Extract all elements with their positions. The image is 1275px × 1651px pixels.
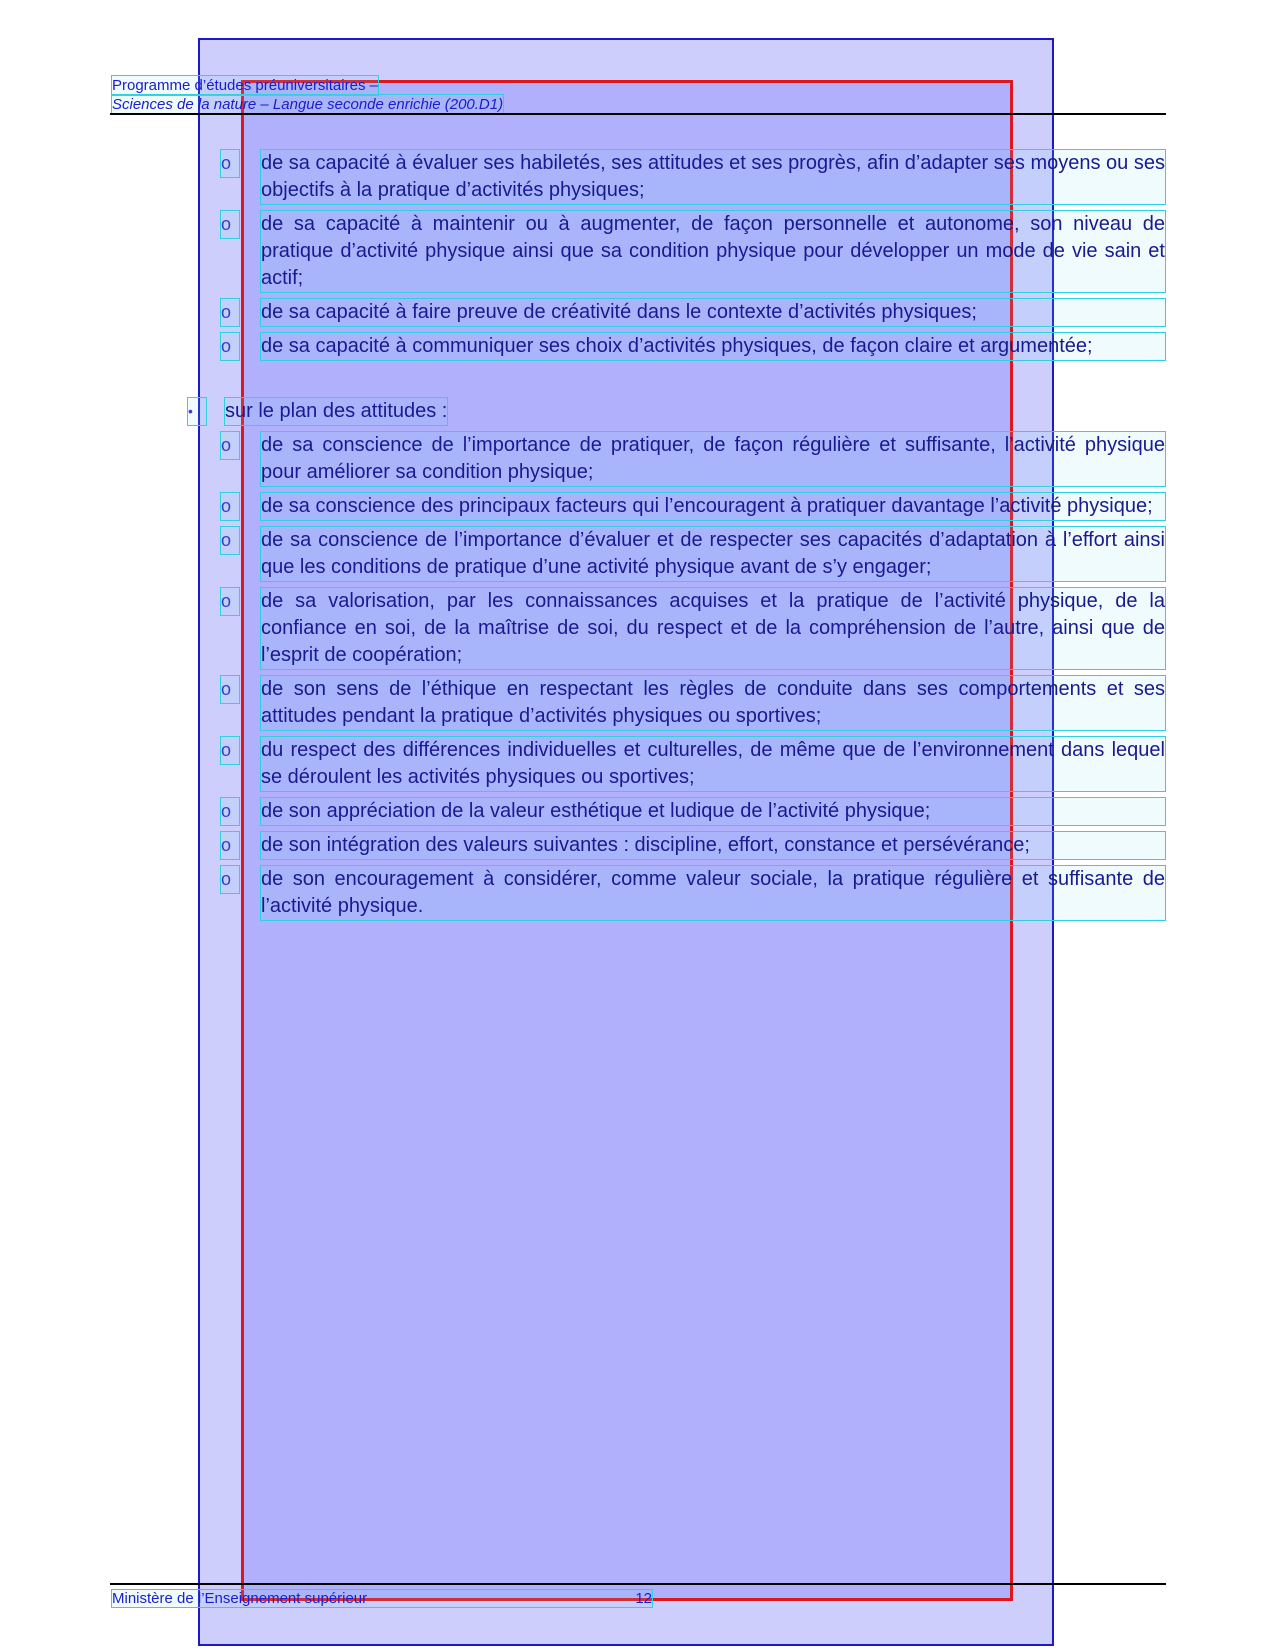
list-item-text: de sa conscience des principaux facteurs qui l’encouragent à pratiquer davantage l’activité physique; [261,493,1165,520]
footer-ministry: Ministère de l’Enseignement supérieur [112,1590,368,1607]
list-item [215,676,1165,730]
list-item-text: de sa capacité à évaluer ses habiletés, ses attitudes et ses progrès, afin d’adapter ses moyens ou ses objectifs à la pratique d’activités physiques; [261,150,1165,204]
page-number: 12 [635,1590,652,1607]
list-item [215,299,1165,326]
list-item-text: de son intégration des valeurs suivantes : discipline, effort, constance et persévérance; [261,832,1165,859]
capacities-list [215,150,1165,360]
list-item-text: de sa conscience de l’importance de pratiquer, de façon régulière et suffisante, l’activité physique pour améliorer sa condition physique; [261,432,1165,486]
list-item [215,493,1165,520]
list-item [215,737,1165,791]
sub-bullet-marker: o [221,832,239,859]
sub-bullet-marker: o [221,299,239,326]
list-item-text: de son encouragement à considérer, comme valeur sociale, la pratique régulière et suffisante de l’activité physique. [261,866,1165,920]
list-item [215,588,1165,669]
sub-bullet-marker: o [221,798,239,825]
list-item-text: de son appréciation de la valeur esthétique et ludique de l’activité physique; [261,798,1165,825]
list-item [215,832,1165,859]
sub-bullet-marker: o [221,588,239,615]
header-rule [110,113,1166,115]
list-item-text: de sa valorisation, par les connaissances acquises et la pratique de l’activité physique, de la confiance en soi, de la maîtrise de soi, du respect et de la compréhension de l’autre, ainsi que de l’esprit de coopération; [261,588,1165,669]
sub-bullet-marker: o [221,432,239,459]
list-item-text: de sa capacité à maintenir ou à augmenter, de façon personnelle et autonome, son niveau de pratique d’activité physique ainsi que sa condition physique pour développer un mode de vie sain et actif; [261,211,1165,292]
sub-bullet-marker: o [221,493,239,520]
list-item-text: de sa capacité à communiquer ses choix d’activités physiques, de façon claire et argumentée; [261,333,1165,360]
list-item [215,211,1165,292]
list-item [215,866,1165,920]
list-item [215,527,1165,581]
header-program-line: Programme d’études préuniversitaires – [112,77,378,94]
list-item [215,798,1165,825]
list-item-text: du respect des différences individuelles et culturelles, de même que de l’environnement dans lequel se déroulent les activités physiques ou sportives; [261,737,1165,791]
sub-bullet-marker: o [221,866,239,893]
bullet-marker: • [188,398,206,425]
page-footer [112,1590,652,1607]
list-item-text: de sa capacité à faire preuve de créativité dans le contexte d’activités physiques; [261,299,1165,326]
document-body [188,150,1165,927]
list-item-text: de sa conscience de l’importance d’évaluer et de respecter ses capacités d’adaptation à l’effort ainsi que les conditions de pratique d’une activité physique avant de s’y engager; [261,527,1165,581]
sub-bullet-marker: o [221,150,239,177]
sub-bullet-marker: o [221,737,239,764]
list-item-text: de son sens de l’éthique en respectant les règles de conduite dans ses comportements et ses attitudes pendant la pratique d’activités physiques ou sportives; [261,676,1165,730]
header-program-title: Sciences de la nature – Langue seconde enrichie (200.D1) [112,96,504,113]
sub-bullet-marker: o [221,676,239,703]
section-bullet [188,398,1165,425]
page-header [112,76,503,114]
sub-bullet-marker: o [221,333,239,360]
list-item [215,150,1165,204]
sub-bullet-marker: o [221,211,239,238]
sub-bullet-marker: o [221,527,239,554]
list-item [215,432,1165,486]
list-item [215,333,1165,360]
footer-rule [110,1583,1166,1585]
attitudes-list [215,432,1165,920]
section-heading: sur le plan des attitudes : [225,398,447,425]
